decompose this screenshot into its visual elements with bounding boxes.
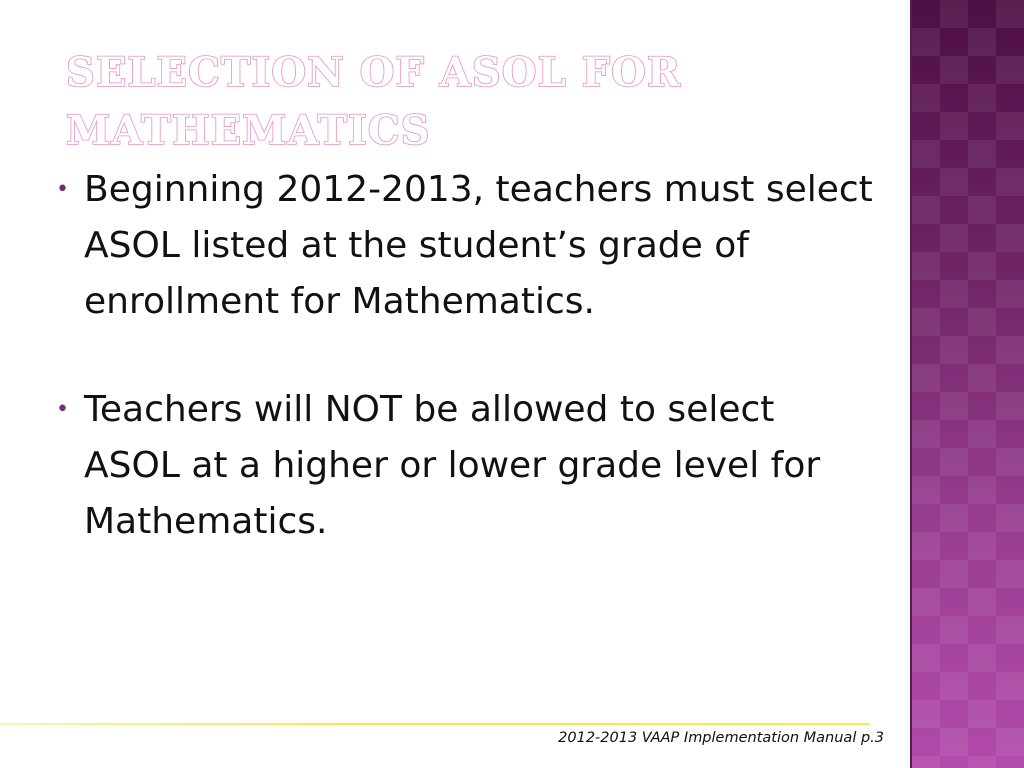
- bullet-dot-icon: •: [56, 397, 69, 422]
- bullet-text: Beginning 2012-2013, teachers must select ASOL listed at the student’s grade of enrollment for Mathematics.: [84, 169, 873, 322]
- bullet-item: [56, 162, 876, 330]
- bullet-item: [56, 382, 876, 550]
- bullet-list: [56, 162, 876, 602]
- bullet-text: Teachers will NOT be allowed to select ASOL at a higher or lower grade level for Mathematics.: [84, 389, 821, 542]
- footer-citation: 2012-2013 VAAP Implementation Manual p.3: [558, 730, 884, 746]
- bullet-dot-icon: •: [56, 177, 69, 202]
- decorative-sidebar: [912, 0, 1024, 768]
- slide-title: SELECTION OF ASOL FOR MATHEMATICS: [66, 49, 682, 154]
- footer-divider: [0, 723, 870, 725]
